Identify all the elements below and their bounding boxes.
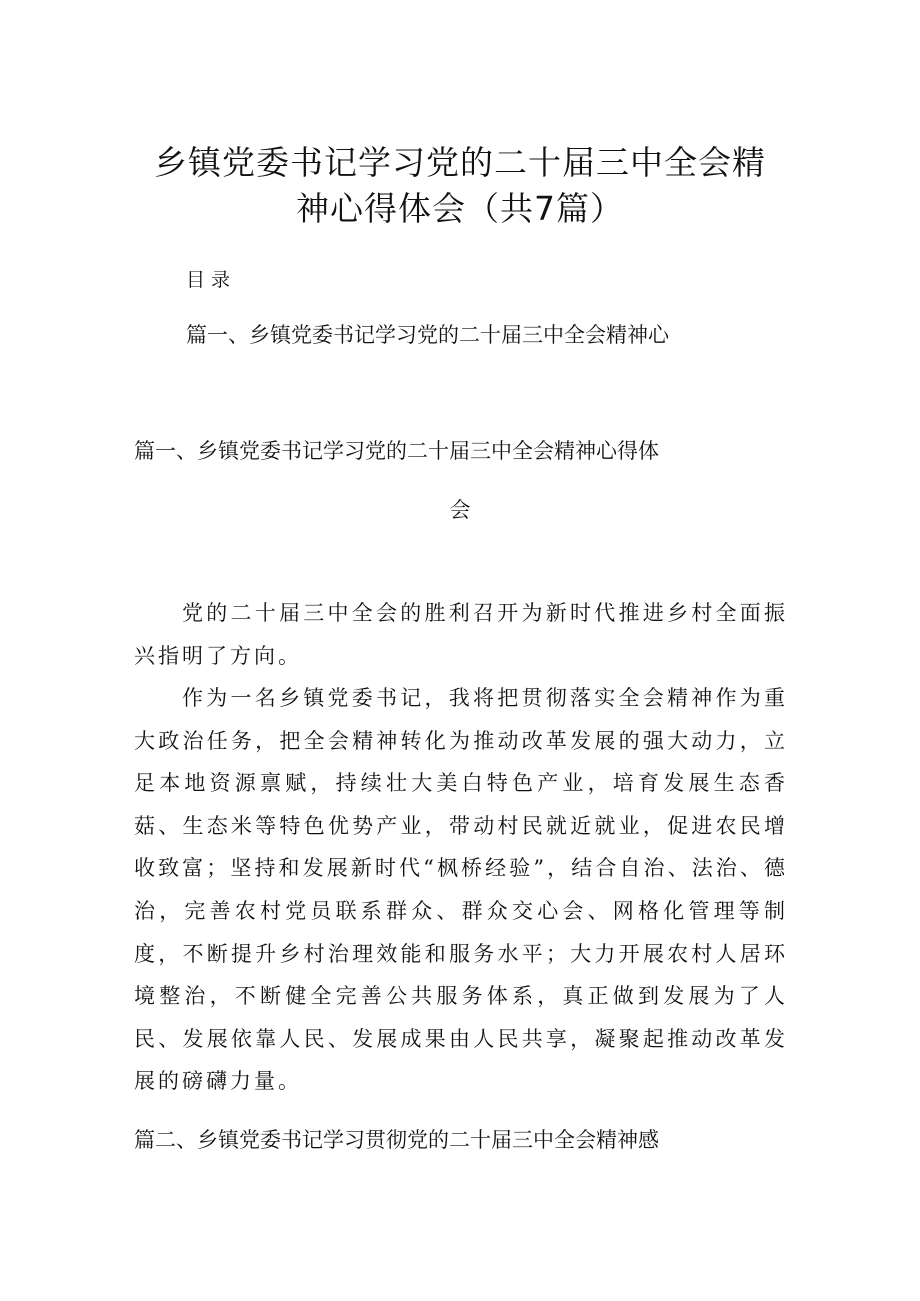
section-1-paragraph-1: 党的二十届三中全会的胜利召开为新时代推进乡村全面振兴指明了方向。 [134,601,788,668]
toc-item-1[interactable]: 篇一、乡镇党委书记学习党的二十届三中全会精神心 [186,323,669,347]
document-title-line-1: 乡镇党委书记学习党的二十届三中全会精 [154,143,766,182]
document-title-line-2: 神心得体会（共7篇） [296,189,624,228]
section-1-paragraph-2: 作为一名乡镇党委书记，我将把贯彻落实全会精神作为重大政治任务，把全会精神转化为推动改革发展的强大动力，立足本地资源禀赋，持续壮大美白特色产业，培育发展生态香菇、生态米等特色优势产业，带动村民就近就业，促进农民增收致富；坚持和发展新时代“枫桥经验”，结合自治、法治、德治，完善农村党员联系群众、群众交心会、网格化管理等制度，不断提升乡村治理效能和服务水平；大力开展农村人居环境整治，不断健全完善公共服务体系，真正做到发展为了人民、发展依靠人民、发展成果由人民共享，凝聚起推动改革发展的磅礴力量。 [134,686,788,1094]
section-1-heading-continuation: 会 [449,498,471,522]
toc-label: 目录 [186,269,237,291]
section-1-heading: 篇一、乡镇党委书记学习党的二十届三中全会精神心得体 [134,439,659,463]
section-2-heading: 篇二、乡镇党委书记学习贯彻党的二十届三中全会精神感 [134,1128,659,1152]
